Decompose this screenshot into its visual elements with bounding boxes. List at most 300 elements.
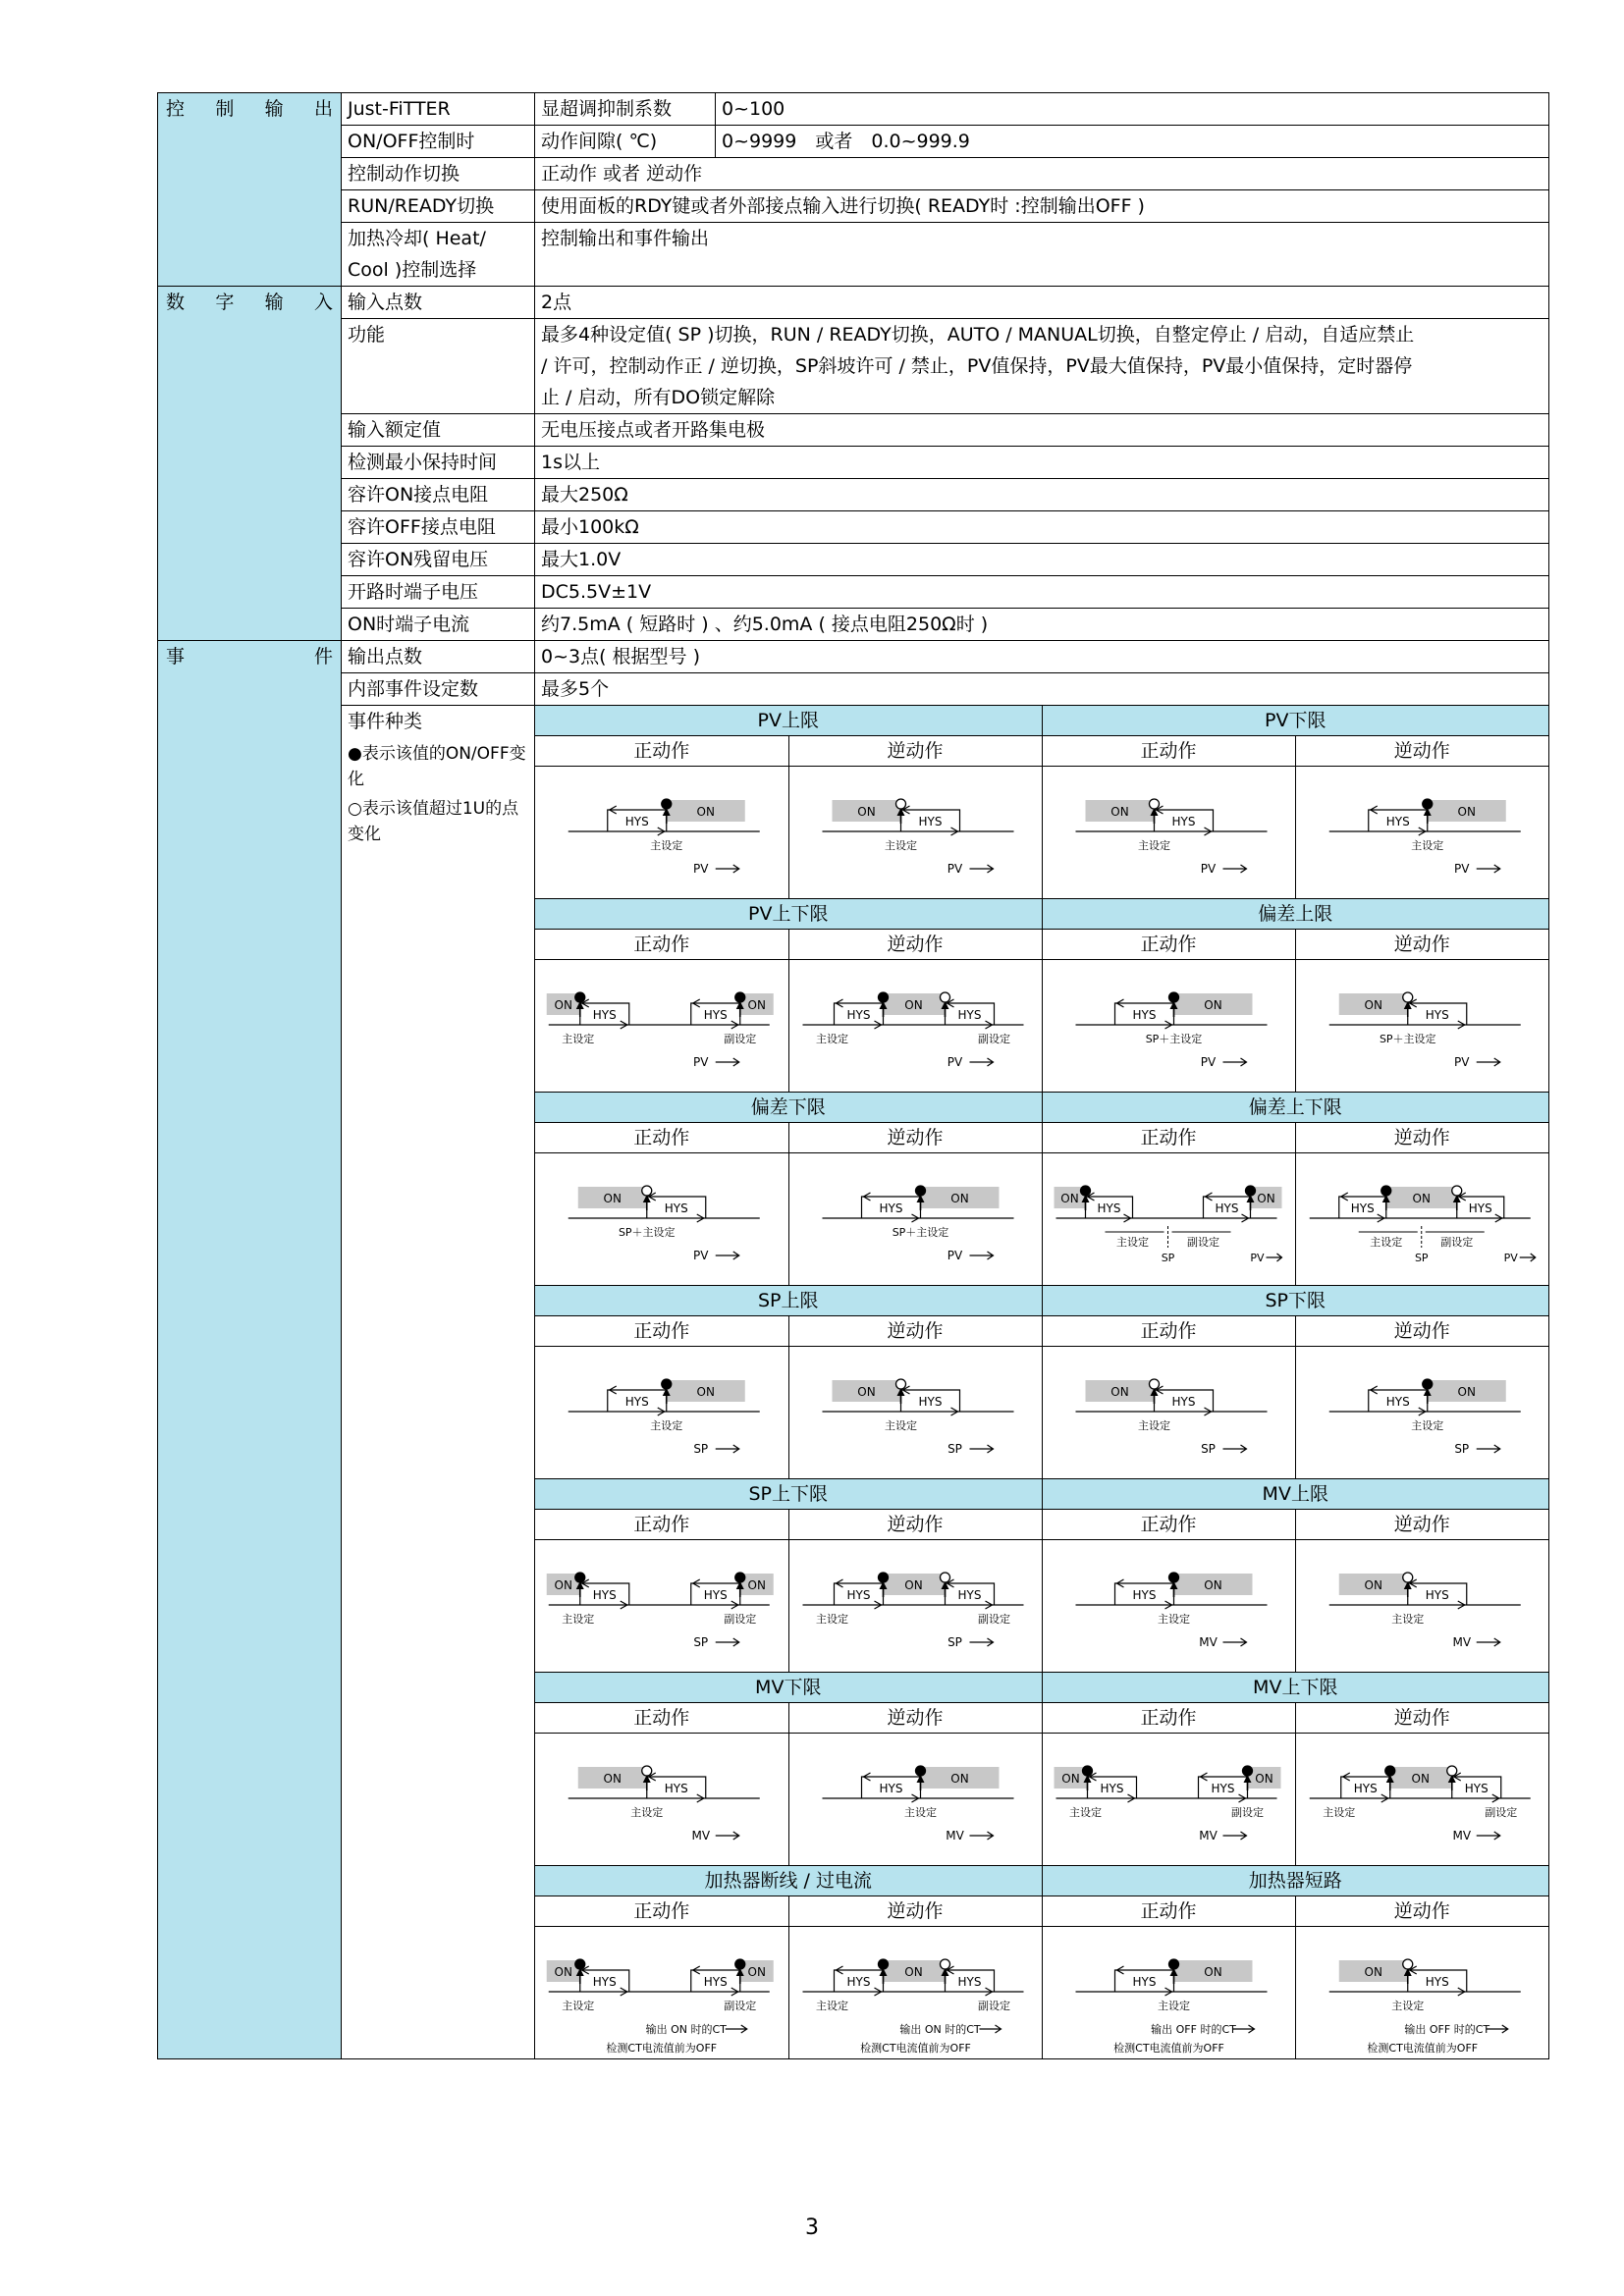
on-label: ON xyxy=(1364,998,1382,1012)
on-label: ON xyxy=(554,1965,572,1979)
on-label: ON xyxy=(1059,1192,1079,1205)
arrow-right-icon xyxy=(1266,1254,1281,1261)
arrow-right-icon xyxy=(716,1445,739,1453)
spec-table xyxy=(157,92,1549,2059)
axis-label: MV xyxy=(945,1829,964,1842)
event-diagram xyxy=(535,1540,788,1672)
setpoint-label: 主设定 xyxy=(562,1613,595,1626)
label-action-switch: 控制动作切换 xyxy=(342,158,535,190)
event-type-title: MV下限 xyxy=(535,1673,1042,1703)
hys-label: HYS xyxy=(1215,1201,1238,1215)
axis-label: SP xyxy=(1453,1442,1469,1456)
arrow-right-icon xyxy=(1519,1254,1535,1261)
event-type-title: 加热器断线 / 过电流 xyxy=(535,1866,1042,1896)
open-dot-icon xyxy=(1402,992,1412,1002)
axis-label: PV xyxy=(947,1249,962,1262)
hys-label: HYS xyxy=(1132,1975,1156,1989)
on-label: ON xyxy=(1256,1192,1275,1205)
reverse-action-label: 逆动作 xyxy=(1295,1123,1548,1153)
hys-label: HYS xyxy=(918,815,942,828)
filled-dot-icon xyxy=(878,992,888,1002)
filled-dot-icon xyxy=(735,1573,745,1582)
filled-dot-icon xyxy=(1245,1186,1255,1196)
filled-dot-icon xyxy=(1168,1959,1178,1969)
forward-action-label: 正动作 xyxy=(1042,1703,1295,1734)
event-diagram-cell xyxy=(1295,767,1548,899)
filled-dot-icon xyxy=(1422,1379,1432,1389)
event-type-title: MV上限 xyxy=(1042,1479,1548,1510)
hys-label: HYS xyxy=(1425,1975,1449,1989)
axis-label: PV xyxy=(947,862,962,876)
row-event-types xyxy=(158,706,1549,2059)
open-dot-icon xyxy=(940,992,949,1002)
label-input-points: 输入点数 xyxy=(342,287,535,319)
event-type-title: 偏差上限 xyxy=(1042,899,1548,930)
axis-label: PV xyxy=(693,1055,709,1069)
open-dot-icon xyxy=(1149,799,1159,809)
label-function: 功能 xyxy=(342,319,535,414)
forward-action-label: 正动作 xyxy=(1042,1896,1295,1927)
hys-label: HYS xyxy=(664,1201,688,1215)
on-label: ON xyxy=(1254,1772,1273,1786)
filled-dot-icon xyxy=(1168,992,1178,1002)
event-diagram-row xyxy=(535,767,1548,899)
event-diagram-cell xyxy=(1295,1734,1548,1866)
event-diagram xyxy=(789,1153,1042,1285)
setpoint-label: 副设定 xyxy=(724,1613,757,1626)
reverse-action-label: 逆动作 xyxy=(788,1123,1042,1153)
on-label: ON xyxy=(554,998,572,1012)
setpoint-label: 主设定 xyxy=(815,2000,848,2012)
axis-label: SP xyxy=(693,1442,709,1456)
event-diagram xyxy=(789,960,1042,1092)
arrow-right-icon xyxy=(1222,1058,1246,1066)
arrow-right-icon xyxy=(969,865,993,873)
on-label: ON xyxy=(1364,1965,1382,1979)
on-label: ON xyxy=(1110,805,1129,819)
event-types-zone xyxy=(535,706,1549,2059)
hys-label: HYS xyxy=(703,1975,728,1989)
on-label: ON xyxy=(603,1772,622,1786)
on-label: ON xyxy=(696,805,715,819)
event-diagram xyxy=(1296,1153,1549,1285)
setpoint-label: 副设定 xyxy=(1186,1236,1219,1249)
setpoint-label: SP＋主设定 xyxy=(892,1226,948,1239)
on-label: ON xyxy=(747,998,766,1012)
axis-label: MV xyxy=(1451,1635,1471,1649)
row-di-open-voltage: 开路时端子电压 DC5.5V±1V xyxy=(158,576,1549,609)
setpoint-label: 副设定 xyxy=(1230,1806,1264,1819)
event-diagram-cell xyxy=(1042,1734,1295,1866)
setpoint-label: 副设定 xyxy=(724,2000,757,2012)
event-diagram-cell xyxy=(535,767,788,899)
event-diagram-cell xyxy=(1042,1540,1295,1673)
on-label: ON xyxy=(1457,805,1476,819)
on-label: ON xyxy=(603,1192,622,1205)
hys-label: HYS xyxy=(592,1008,617,1022)
event-subheader-row xyxy=(535,1510,1548,1540)
event-diagram-cell xyxy=(535,1734,788,1866)
event-diagram xyxy=(1296,1540,1549,1672)
event-type-title: MV上下限 xyxy=(1042,1673,1548,1703)
event-diagram-cell xyxy=(535,1540,788,1673)
reverse-action-label: 逆动作 xyxy=(788,736,1042,767)
setpoint-label: 主设定 xyxy=(1390,1613,1424,1626)
event-diagram-table xyxy=(535,706,1548,2058)
event-diagram-cell xyxy=(788,767,1042,899)
hys-label: HYS xyxy=(703,1008,728,1022)
filled-dot-icon xyxy=(1384,1766,1394,1776)
open-dot-icon xyxy=(895,799,905,809)
note-filled-dot: ●表示该值的ON/OFF变化 xyxy=(348,744,526,789)
on-label: ON xyxy=(1364,1578,1382,1592)
forward-action-label: 正动作 xyxy=(1042,1123,1295,1153)
note-open-dot: ○表示该值超过1U的点变化 xyxy=(348,799,519,844)
value-action-switch: 正动作 或者 逆动作 xyxy=(535,158,1549,190)
setpoint-label: 主设定 xyxy=(1157,1613,1190,1626)
arrow-right-icon xyxy=(716,1058,739,1066)
value-just-fitter-range: 0~100 xyxy=(716,93,1549,126)
event-diagram-cell xyxy=(788,1927,1042,2059)
label-run-ready: RUN/READY切换 xyxy=(342,190,535,223)
arrow-right-icon xyxy=(1476,1445,1499,1453)
arrow-right-icon xyxy=(716,1832,739,1840)
hys-label: HYS xyxy=(1132,1588,1156,1602)
setpoint-label: 主设定 xyxy=(884,839,917,852)
arrow-right-icon xyxy=(1476,1638,1499,1646)
arrow-right-icon xyxy=(726,2025,747,2033)
setpoint-label: 主设定 xyxy=(650,839,683,852)
on-label: ON xyxy=(1203,1965,1222,1979)
on-label: ON xyxy=(1457,1385,1476,1399)
reverse-action-label: 逆动作 xyxy=(1295,1896,1548,1927)
arrow-right-icon xyxy=(716,1252,739,1259)
on-label: ON xyxy=(949,1192,969,1205)
setpoint-label: 主设定 xyxy=(815,1033,848,1045)
hys-label: HYS xyxy=(664,1782,688,1795)
setpoint-label: 主设定 xyxy=(650,1419,683,1432)
sp-label: SP xyxy=(1414,1252,1429,1264)
hys-label: HYS xyxy=(1171,815,1195,828)
label-just-fitter: Just-FiTTER xyxy=(342,93,535,126)
hys-label: HYS xyxy=(1425,1588,1449,1602)
event-diagram-cell xyxy=(535,1927,788,2059)
hys-label: HYS xyxy=(846,1008,870,1022)
event-type-title: PV上限 xyxy=(535,706,1042,736)
filled-dot-icon xyxy=(662,1379,672,1389)
row-onoff xyxy=(158,126,1549,158)
forward-action-label: 正动作 xyxy=(535,1510,788,1540)
event-diagram xyxy=(1296,1927,1549,2058)
event-header-row xyxy=(535,706,1548,736)
axis-label: MV xyxy=(1198,1635,1218,1649)
filled-dot-icon xyxy=(575,992,585,1002)
event-header-row xyxy=(535,1093,1548,1123)
event-diagram-row xyxy=(535,1927,1548,2059)
event-diagram-cell xyxy=(788,1347,1042,1479)
value-run-ready: 使用面板的RDY键或者外部接点输入进行切换( READY时 :控制输出OFF ) xyxy=(535,190,1549,223)
ct-note: 检测CT电流值前为OFF xyxy=(1112,2042,1224,2055)
event-diagram-cell xyxy=(1042,1153,1295,1286)
on-label: ON xyxy=(1203,1578,1222,1592)
event-subheader-row xyxy=(535,1123,1548,1153)
arrow-right-icon xyxy=(1222,1445,1246,1453)
event-diagram-cell xyxy=(1295,1540,1548,1673)
setpoint-label: 主设定 xyxy=(562,2000,595,2012)
event-diagram xyxy=(535,1734,788,1865)
arrow-right-icon xyxy=(969,1638,993,1646)
on-label: ON xyxy=(1411,1772,1430,1786)
value-onoff-range: 0~9999 或者 0.0~999.9 xyxy=(716,126,1549,158)
event-diagram-cell xyxy=(1042,960,1295,1093)
open-dot-icon xyxy=(940,1959,949,1969)
hys-label: HYS xyxy=(1211,1782,1234,1795)
event-diagram-cell xyxy=(1295,1153,1548,1286)
hys-label: HYS xyxy=(1353,1782,1378,1795)
ct-note: 检测CT电流值前为OFF xyxy=(1366,2042,1478,2055)
event-subheader-row xyxy=(535,1703,1548,1734)
event-diagram-cell xyxy=(1295,960,1548,1093)
filled-dot-icon xyxy=(878,1959,888,1969)
arrow-right-icon xyxy=(1476,1058,1499,1066)
event-diagram xyxy=(1043,1347,1295,1478)
setpoint-label: 主设定 xyxy=(1390,2000,1424,2012)
row-event-outputs xyxy=(158,641,1549,673)
axis-label: SP xyxy=(947,1635,962,1649)
hys-label: HYS xyxy=(1171,1395,1195,1409)
filled-dot-icon xyxy=(1422,799,1432,809)
forward-action-label: 正动作 xyxy=(535,1123,788,1153)
filled-dot-icon xyxy=(1380,1186,1390,1196)
row-di-rating: 输入额定值 无电压接点或者开路集电极 xyxy=(158,414,1549,447)
event-diagram-cell xyxy=(535,1347,788,1479)
hys-label: HYS xyxy=(1385,815,1410,828)
event-type-title: PV下限 xyxy=(1042,706,1548,736)
on-label: ON xyxy=(747,1965,766,1979)
hys-label: HYS xyxy=(1425,1008,1449,1022)
hys-label: HYS xyxy=(1097,1201,1120,1215)
event-diagram xyxy=(789,767,1042,898)
axis-label: 输出 ON 时的CT xyxy=(645,2023,727,2036)
row-just-fitter xyxy=(158,93,1549,126)
ct-note: 检测CT电流值前为OFF xyxy=(606,2042,718,2055)
event-diagram-row xyxy=(535,960,1548,1093)
forward-action-label: 正动作 xyxy=(535,1316,788,1347)
event-diagram xyxy=(1043,767,1295,898)
reverse-action-label: 逆动作 xyxy=(788,1510,1042,1540)
hys-label: HYS xyxy=(1100,1782,1123,1795)
sp-label: SP xyxy=(1161,1252,1174,1264)
row-di-on-current: ON时端子电流 约7.5mA ( 短路时 ) 、约5.0mA ( 接点电阻250Ω时 ) xyxy=(158,609,1549,641)
value-input-points: 2点 xyxy=(535,287,1549,319)
value-event-outputs: 0~3点( 根据型号 ) xyxy=(535,641,1549,673)
hys-label: HYS xyxy=(1350,1201,1375,1215)
row-di-min-time: 检测最小保持时间 1s以上 xyxy=(158,447,1549,479)
setpoint-label: 主设定 xyxy=(630,1806,664,1819)
setpoint-label: 主设定 xyxy=(884,1419,917,1432)
event-diagram xyxy=(1296,1734,1549,1865)
forward-action-label: 正动作 xyxy=(1042,930,1295,960)
forward-action-label: 正动作 xyxy=(535,930,788,960)
filled-dot-icon xyxy=(735,1959,745,1969)
axis-label: 输出 ON 时的CT xyxy=(898,2023,981,2036)
hys-label: HYS xyxy=(846,1588,870,1602)
event-diagram xyxy=(535,960,788,1092)
on-label: ON xyxy=(1412,1192,1431,1205)
event-diagram xyxy=(1043,1927,1295,2058)
setpoint-label: 主设定 xyxy=(1068,1806,1102,1819)
arrow-right-icon xyxy=(716,865,739,873)
axis-label: PV xyxy=(1200,862,1216,876)
on-label: ON xyxy=(856,805,876,819)
open-dot-icon xyxy=(1451,1186,1461,1196)
filled-dot-icon xyxy=(915,1766,925,1776)
reverse-action-label: 逆动作 xyxy=(1295,1510,1548,1540)
axis-label: PV xyxy=(1453,1055,1469,1069)
open-dot-icon xyxy=(1149,1379,1159,1389)
event-type-title: PV上下限 xyxy=(535,899,1042,930)
open-dot-icon xyxy=(642,1186,652,1196)
event-diagram xyxy=(535,1153,788,1285)
forward-action-label: 正动作 xyxy=(1042,1510,1295,1540)
on-label: ON xyxy=(554,1578,572,1592)
open-dot-icon xyxy=(1402,1959,1412,1969)
event-diagram-cell xyxy=(788,1153,1042,1286)
value-just-fitter-name: 显超调抑制系数 xyxy=(535,93,716,126)
filled-dot-icon xyxy=(878,1573,888,1582)
row-di-on-resistance: 容许ON接点电阻 最大250Ω xyxy=(158,479,1549,511)
axis-label: SP xyxy=(947,1442,962,1456)
event-diagram xyxy=(1043,1734,1295,1865)
axis-label: MV xyxy=(1198,1829,1218,1842)
on-label: ON xyxy=(949,1772,969,1786)
reverse-action-label: 逆动作 xyxy=(1295,1703,1548,1734)
hys-label: HYS xyxy=(703,1588,728,1602)
forward-action-label: 正动作 xyxy=(535,1703,788,1734)
on-label: ON xyxy=(856,1385,876,1399)
on-label: ON xyxy=(903,1965,923,1979)
reverse-action-label: 逆动作 xyxy=(788,1703,1042,1734)
setpoint-label: 主设定 xyxy=(562,1033,595,1045)
page-number: 3 xyxy=(805,2216,819,2240)
hys-label: HYS xyxy=(957,1008,981,1022)
event-diagram-cell xyxy=(535,1153,788,1286)
arrow-right-icon xyxy=(1476,865,1499,873)
setpoint-label: SP＋主设定 xyxy=(1379,1033,1436,1045)
axis-label: PV xyxy=(1453,862,1469,876)
event-diagram-cell xyxy=(788,960,1042,1093)
arrow-right-icon xyxy=(1222,1638,1246,1646)
on-label: ON xyxy=(1060,1772,1080,1786)
row-function xyxy=(158,319,1549,414)
arrow-right-icon xyxy=(1222,1832,1246,1840)
event-diagram-row xyxy=(535,1734,1548,1866)
event-diagram xyxy=(789,1540,1042,1672)
axis-label: PV xyxy=(1200,1055,1216,1069)
setpoint-label: 副设定 xyxy=(977,1033,1010,1045)
filled-dot-icon xyxy=(915,1186,925,1196)
reverse-action-label: 逆动作 xyxy=(1295,1316,1548,1347)
hys-label: HYS xyxy=(918,1395,942,1409)
setpoint-label: 副设定 xyxy=(1484,1806,1517,1819)
setpoint-label: 主设定 xyxy=(1157,2000,1190,2012)
event-diagram-cell xyxy=(1042,1927,1295,2059)
event-diagram-cell xyxy=(535,960,788,1093)
filled-dot-icon xyxy=(735,992,745,1002)
reverse-action-label: 逆动作 xyxy=(788,1316,1042,1347)
event-header-row xyxy=(535,1479,1548,1510)
hys-label: HYS xyxy=(957,1588,981,1602)
label-heat-cool: 加热冷却( Heat/ Cool )控制选择 xyxy=(342,223,535,287)
filled-dot-icon xyxy=(575,1959,585,1969)
setpoint-label: 副设定 xyxy=(977,2000,1010,2012)
reverse-action-label: 逆动作 xyxy=(788,1896,1042,1927)
arrow-right-icon xyxy=(979,2025,1001,2033)
event-type-title: 偏差下限 xyxy=(535,1093,1042,1123)
hys-label: HYS xyxy=(1132,1008,1156,1022)
axis-label: SP xyxy=(693,1635,709,1649)
setpoint-label: 主设定 xyxy=(1322,1806,1355,1819)
open-dot-icon xyxy=(642,1766,652,1776)
setpoint-label: 主设定 xyxy=(1410,1419,1443,1432)
on-label: ON xyxy=(747,1578,766,1592)
event-header-row xyxy=(535,1286,1548,1316)
event-diagram xyxy=(535,1347,788,1478)
reverse-action-label: 逆动作 xyxy=(788,930,1042,960)
filled-dot-icon xyxy=(1082,1766,1092,1776)
reverse-action-label: 逆动作 xyxy=(1295,930,1548,960)
event-header-row xyxy=(535,899,1548,930)
event-diagram xyxy=(789,1927,1042,2058)
event-header-row xyxy=(535,1866,1548,1896)
ct-note: 检测CT电流值前为OFF xyxy=(859,2042,971,2055)
hys-label: HYS xyxy=(592,1588,617,1602)
filled-dot-icon xyxy=(575,1573,585,1582)
row-di-residual-voltage: 容许ON残留电压 最大1.0V xyxy=(158,544,1549,576)
event-diagram xyxy=(1043,960,1295,1092)
hys-label: HYS xyxy=(879,1782,902,1795)
event-diagram xyxy=(535,767,788,898)
setpoint-label: 主设定 xyxy=(903,1806,937,1819)
label-onoff: ON/OFF控制时 xyxy=(342,126,535,158)
axis-label: PV xyxy=(1249,1252,1265,1264)
on-label: ON xyxy=(696,1385,715,1399)
open-dot-icon xyxy=(1446,1766,1456,1776)
arrow-right-icon xyxy=(1476,1832,1499,1840)
label-event-outputs: 输出点数 xyxy=(342,641,535,673)
event-diagram xyxy=(1296,1347,1549,1478)
filled-dot-icon xyxy=(1242,1766,1252,1776)
value-function: 最多4种设定值( SP )切换，RUN / READY切换，AUTO / MANUAL切换，自整定停止 / 启动，自适应禁止 / 许可，控制动作正 / 逆切换，SP斜坡许可 / 禁止，PV值保持，PV最大值保持，PV最小值保持，定时器停 止 / 启动，所有DO锁定解除 xyxy=(535,319,1549,414)
filled-dot-icon xyxy=(1168,1573,1178,1582)
hys-label: HYS xyxy=(1464,1782,1489,1795)
axis-label: PV xyxy=(693,862,709,876)
event-diagram xyxy=(789,1347,1042,1478)
row-di-off-resistance: 容许OFF接点电阻 最小100kΩ xyxy=(158,511,1549,544)
setpoint-label: 主设定 xyxy=(815,1613,848,1626)
value-event-internal: 最多5个 xyxy=(535,673,1549,706)
event-type-title: SP下限 xyxy=(1042,1286,1548,1316)
label-event-internal: 内部事件设定数 xyxy=(342,673,535,706)
arrow-right-icon xyxy=(969,1832,993,1840)
on-label: ON xyxy=(903,998,923,1012)
axis-label: MV xyxy=(1451,1829,1471,1842)
axis-label: PV xyxy=(1503,1252,1518,1264)
setpoint-label: 副设定 xyxy=(977,1613,1010,1626)
axis-label: SP xyxy=(1200,1442,1216,1456)
event-diagram-cell xyxy=(788,1540,1042,1673)
setpoint-label: SP＋主设定 xyxy=(1145,1033,1202,1045)
